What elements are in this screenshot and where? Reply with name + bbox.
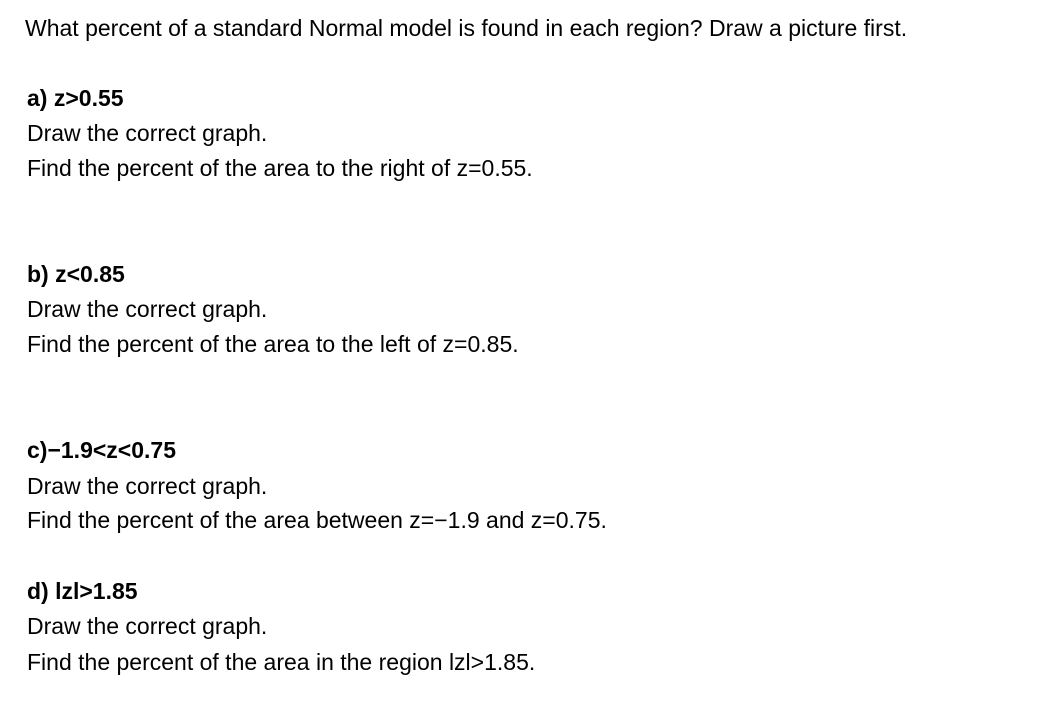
part-d-instruction: Draw the correct graph. — [27, 613, 268, 639]
part-c-question: Find the percent of the area between z=−1.9 and z=0.75. — [27, 507, 607, 533]
part-d-heading: d) lzl>1.85 — [27, 578, 138, 604]
part-a-instruction: Draw the correct graph. — [27, 120, 268, 146]
part-c-heading: c)−1.9<z<0.75 — [27, 437, 176, 463]
part-a-question: Find the percent of the area to the right of z=0.55. — [27, 155, 533, 181]
part-b-heading: b) z<0.85 — [27, 261, 125, 287]
part-d-question: Find the percent of the area in the region lzl>1.85. — [27, 649, 536, 675]
part-b-instruction: Draw the correct graph. — [27, 296, 268, 322]
part-a-heading: a) z>0.55 — [27, 85, 124, 111]
intro-question: What percent of a standard Normal model is found in each region? Draw a picture first. — [25, 15, 908, 41]
part-b-question: Find the percent of the area to the left of z=0.85. — [27, 331, 519, 357]
part-c-instruction: Draw the correct graph. — [27, 473, 268, 499]
